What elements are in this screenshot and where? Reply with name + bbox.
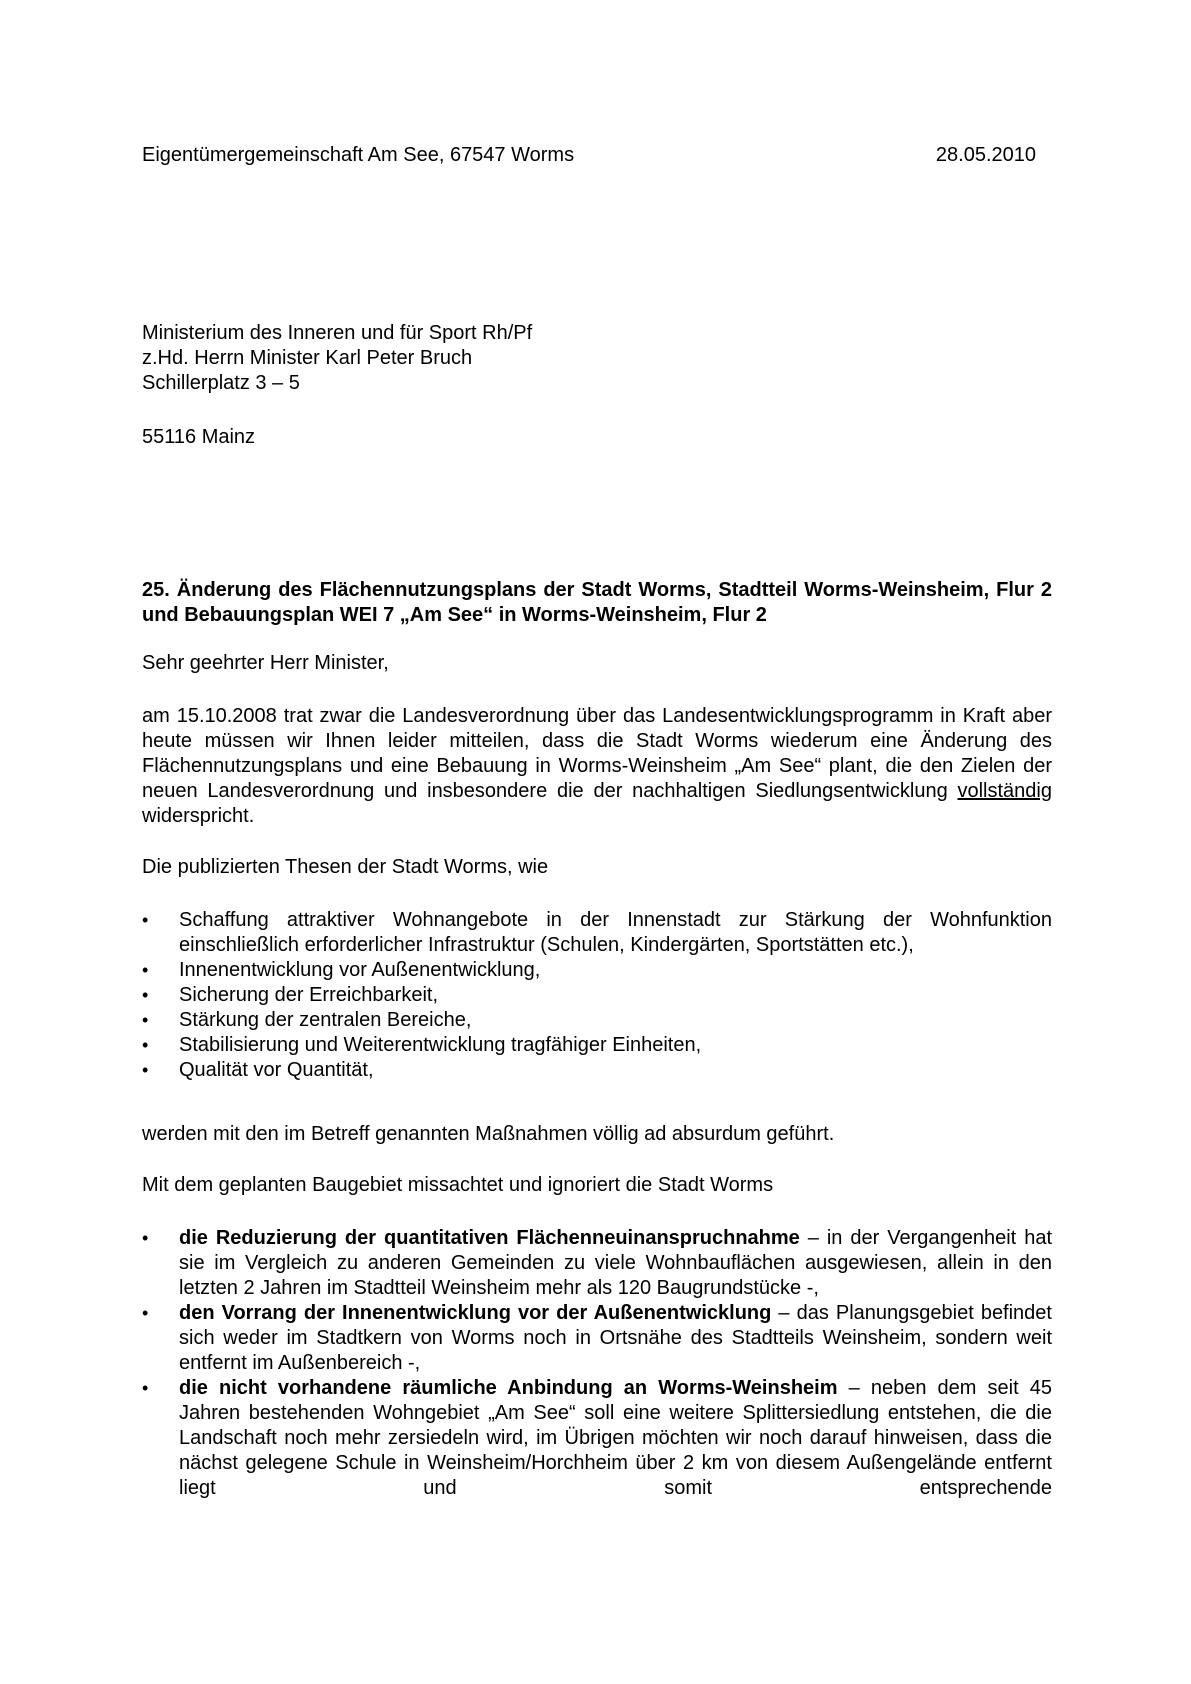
list-item-text: Stabilisierung und Weiterentwicklung tragfähiger Einheiten, xyxy=(179,1034,702,1056)
recipient-line-1: Ministerium des Inneren und für Sport Rh/Pf xyxy=(142,322,533,344)
paragraph-text-end: widerspricht. xyxy=(142,805,255,827)
list-item-text: Schaffung attraktiver Wohnangebote in der Innenstadt zur Stärkung der Wohnfunktion einschließlich erforderlicher Infrastruktur (Schulen, Kindergärten, Sportstätten etc.), xyxy=(179,909,1052,956)
list-item-heading: die nicht vorhandene räumliche Anbindung an Worms-Weinsheim xyxy=(179,1377,838,1399)
ignored-intro: Mit dem geplanten Baugebiet missachtet und ignoriert die Stadt Worms xyxy=(142,1174,774,1196)
bullet-icon: • xyxy=(142,960,149,980)
body-paragraph-1 xyxy=(142,704,1052,829)
bullet-icon: • xyxy=(142,1035,149,1055)
bullet-icon: • xyxy=(142,910,149,930)
recipient-line-2: z.Hd. Herrn Minister Karl Peter Bruch xyxy=(142,347,473,369)
recipient-line-3: Schillerplatz 3 – 5 xyxy=(142,372,300,394)
letter-date: 28.05.2010 xyxy=(935,144,1036,166)
paragraph-text: am 15.10.2008 trat zwar die Landesverordnung über das Landesentwicklungsprogramm in Kraft aber heute müssen wir Ihnen leider mitteilen, dass die Stadt Worms wiederum eine Änderung des Flächennutzungsplans und eine Bebauung in Worms-Weinsheim „Am See“ plant, die den Zielen der neuen Landesverordnung und insbesondere die der nachhaltigen Siedlungsentwicklung xyxy=(142,705,1052,802)
bullet-icon: • xyxy=(142,1378,149,1398)
subject-line: 25. Änderung des Flächennutzungsplans der Stadt Worms, Stadtteil Worms-Weinsheim, Flur 2 und Bebauungsplan WEI 7 „Am See“ in Worms-Weinsheim, Flur 2 xyxy=(142,579,1052,626)
list-item-heading: den Vorrang der Innenentwicklung vor der Außenentwicklung xyxy=(179,1302,772,1324)
list-item xyxy=(142,1033,1052,1058)
list-item xyxy=(142,1376,1052,1501)
list-item xyxy=(142,983,1052,1008)
list-item xyxy=(142,1301,1052,1376)
list-item-text: Qualität vor Quantität, xyxy=(179,1059,374,1081)
list-item-heading: die Reduzierung der quantitativen Flächenneuinanspruchnahme xyxy=(179,1227,800,1249)
bullet-icon: • xyxy=(142,985,149,1005)
salutation: Sehr geehrter Herr Minister, xyxy=(142,652,389,674)
bullet-icon: • xyxy=(142,1060,149,1080)
theses-intro: Die publizierten Thesen der Stadt Worms, wie xyxy=(142,856,549,878)
bullet-icon: • xyxy=(142,1228,149,1248)
list-item-text: – in der Vergangenheit hat sie im Vergleich zu anderen Gemeinden zu viele Wohnbauflächen ausgewiesen, allein in den letzten 2 Jahren im Stadtteil Weinsheim mehr als 120 Baugrundstücke -, xyxy=(179,1227,1053,1299)
ignored-list xyxy=(142,1226,1052,1501)
list-item xyxy=(142,958,1052,983)
bullet-icon: • xyxy=(142,1303,149,1323)
recipient-address xyxy=(142,321,532,396)
list-item-text: Sicherung der Erreichbarkeit, xyxy=(179,984,439,1006)
list-item-text: – neben dem seit 45 Jahren bestehenden Wohngebiet „Am See“ soll eine weitere Splittersiedlung entstehen, die die Landschaft noch mehr zersiedeln wird, im Übrigen möchten wir noch darauf hinweisen, dass die nächst gelegene Schule in Weinsheim/Horchheim über 2 km von diesem Außengelände entfernt liegt und somit entsprechende xyxy=(179,1377,1053,1499)
theses-conclusion: werden mit den im Betreff genannten Maßnahmen völlig ad absurdum geführt. xyxy=(142,1123,835,1145)
list-item-text: Innenentwicklung vor Außenentwicklung, xyxy=(179,959,541,981)
list-item xyxy=(142,1226,1052,1301)
list-item-text: Stärkung der zentralen Bereiche, xyxy=(179,1009,472,1031)
list-item-text: – das Planungsgebiet befindet sich weder im Stadtkern von Worms noch in Ortsnähe des Stadtteils Weinsheim, sondern weit entfernt im Außenbereich -, xyxy=(179,1302,1052,1374)
theses-list xyxy=(142,908,1052,1083)
sender-line: Eigentümergemeinschaft Am See, 67547 Worms xyxy=(142,144,575,166)
emphasis-underlined: vollständig xyxy=(957,780,1052,802)
list-item xyxy=(142,908,1052,958)
list-item xyxy=(142,1058,1052,1083)
bullet-icon: • xyxy=(142,1010,149,1030)
recipient-city: 55116 Mainz xyxy=(142,426,256,448)
list-item xyxy=(142,1008,1052,1033)
